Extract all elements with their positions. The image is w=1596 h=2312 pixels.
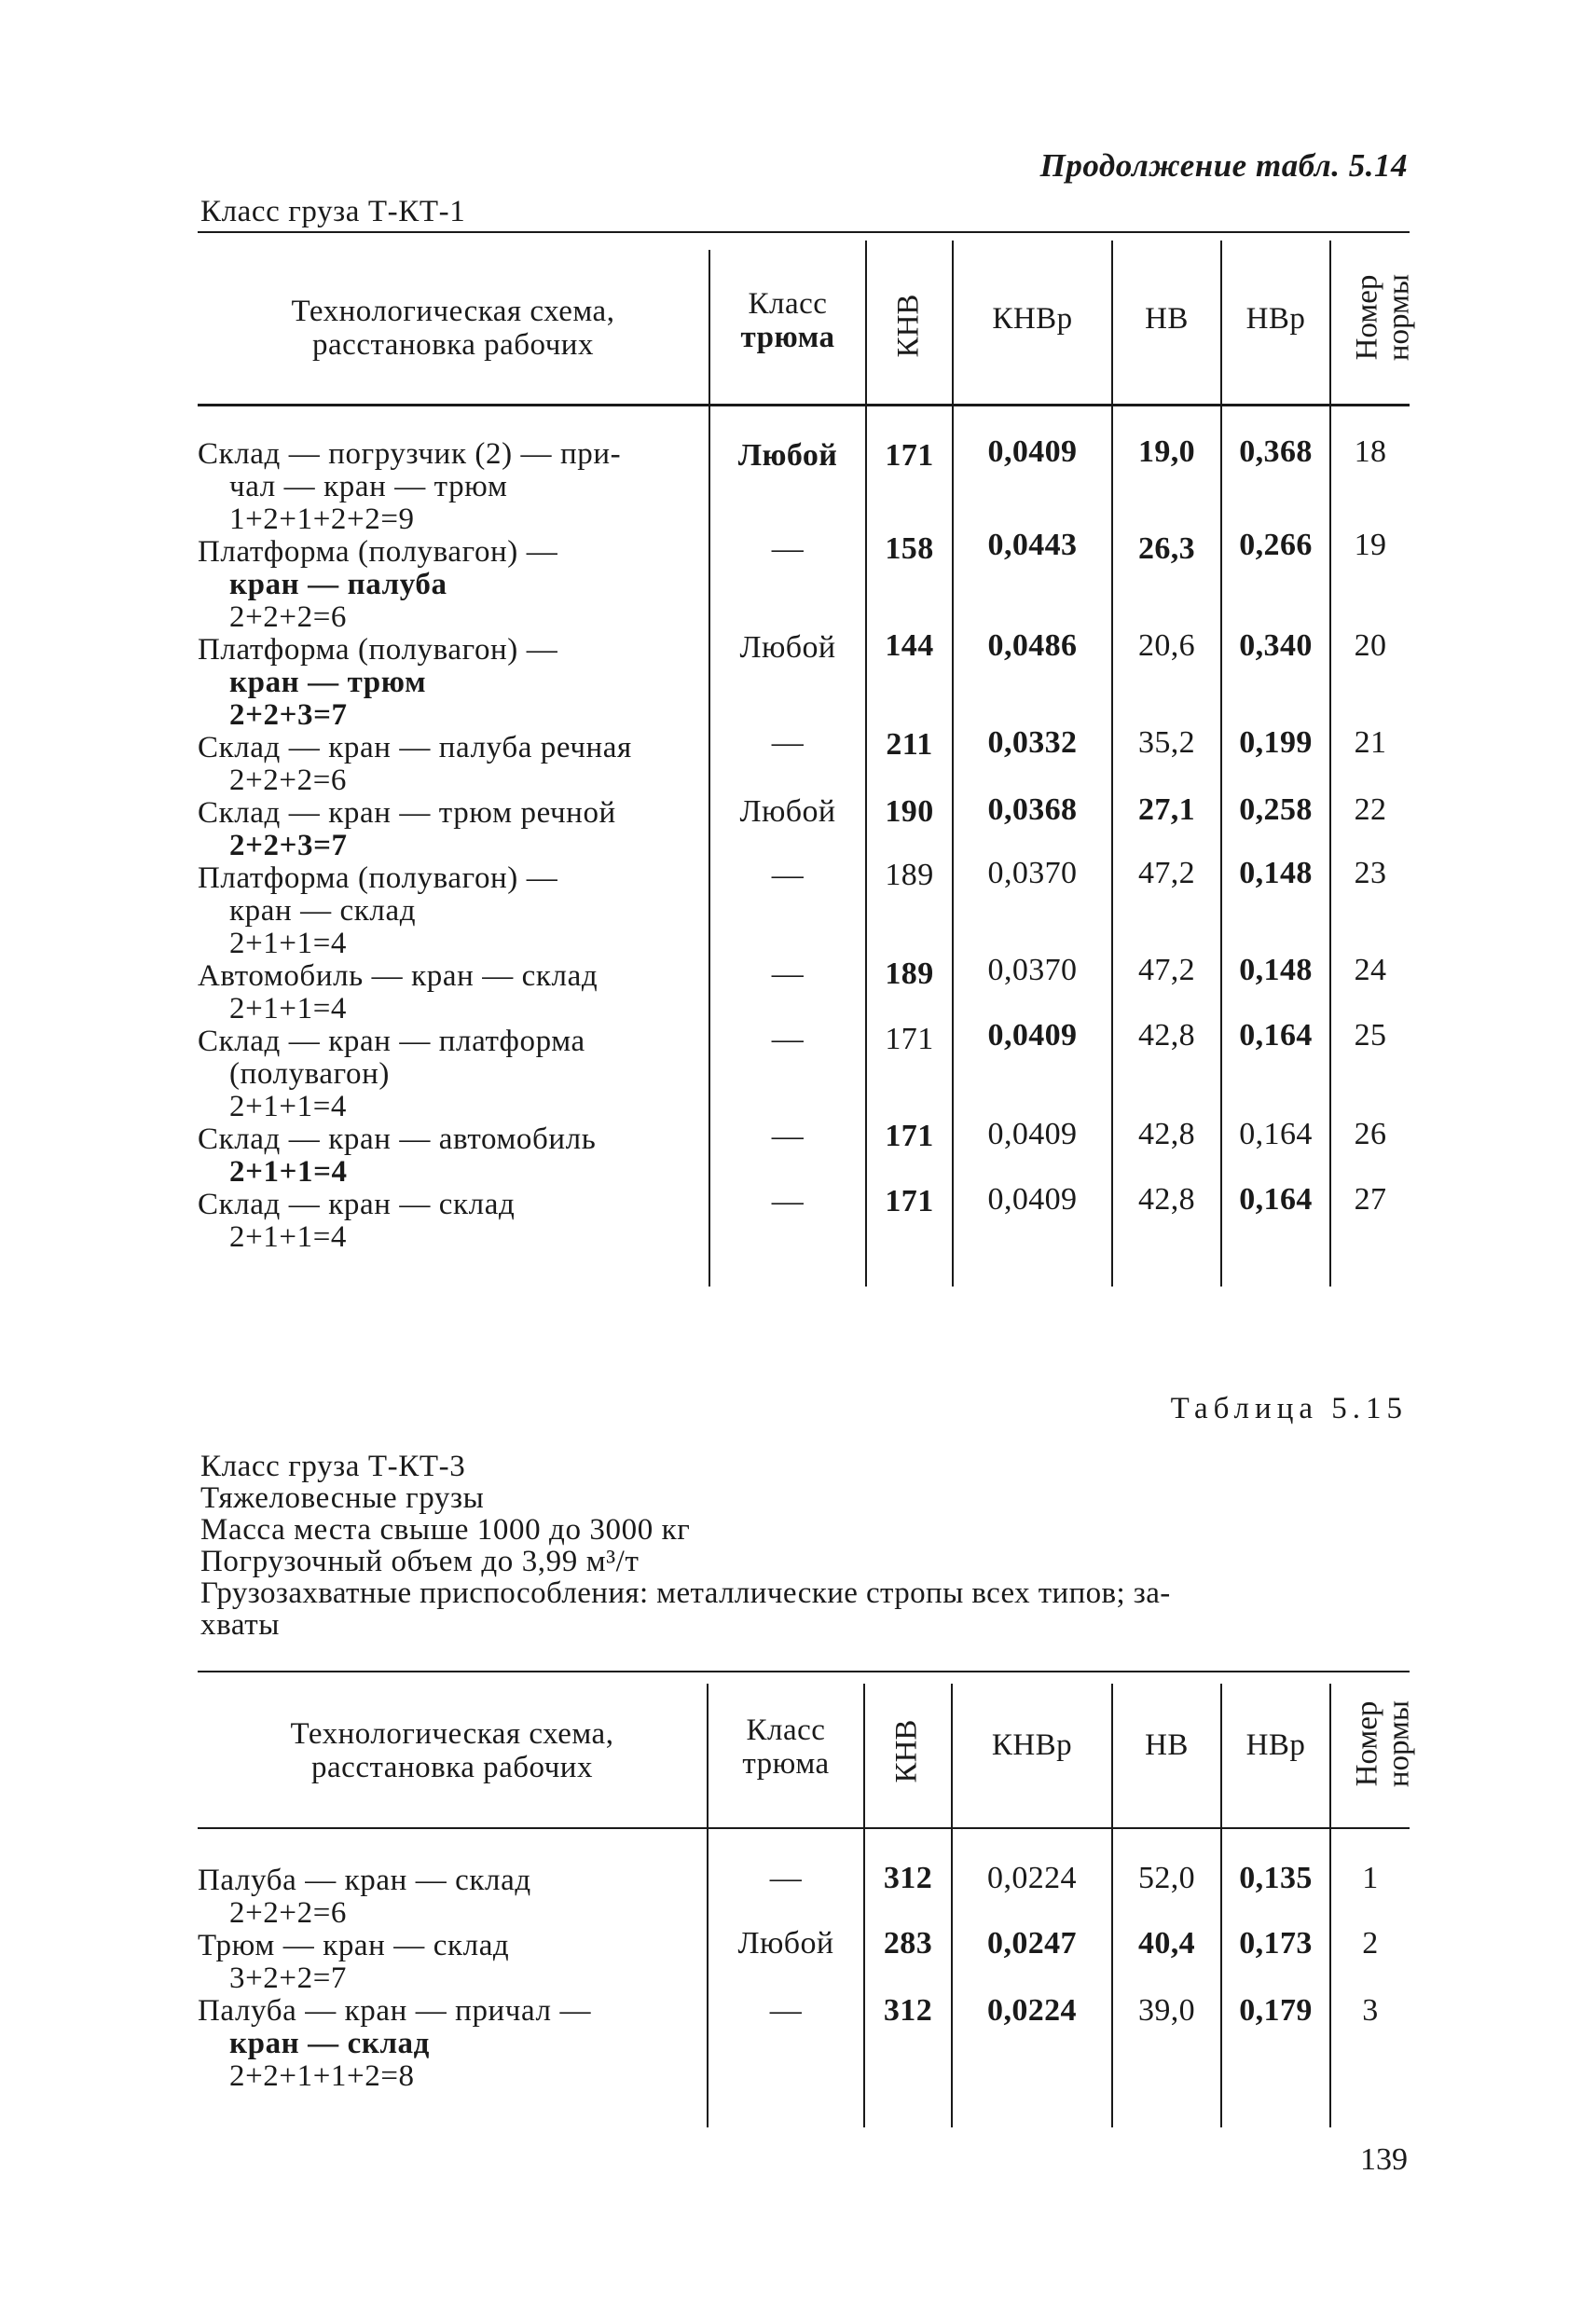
norm-cell: 3 — [1362, 1993, 1379, 2028]
nvp-cell: 0,179 — [1239, 1993, 1313, 2028]
header-line: трюма — [740, 321, 835, 354]
knv-cell: 158 — [885, 531, 934, 566]
header-line: Класс — [746, 1713, 826, 1747]
scheme-line: 2+1+1=4 — [229, 992, 348, 1025]
scheme-line: Автомобиль — кран — склад — [198, 959, 598, 993]
nvp-cell: 0,148 — [1239, 856, 1313, 890]
scheme-line: кран — палуба — [229, 568, 447, 601]
knvp-cell: 0,0224 — [987, 1861, 1077, 1895]
nvp-cell: 0,164 — [1239, 1018, 1313, 1053]
column-header-scheme — [198, 295, 709, 362]
hold-class-cell: — — [771, 725, 805, 760]
hold-class-cell: Любой — [737, 1926, 834, 1961]
header-line: трюма — [742, 1747, 830, 1781]
nvp-cell: 0,164 — [1239, 1182, 1313, 1217]
knv-cell: 312 — [883, 1993, 933, 2028]
scheme-line: Склад — кран — палуба речная — [198, 731, 632, 764]
nv-cell: 19,0 — [1137, 434, 1196, 469]
knvp-cell: 0,0247 — [987, 1926, 1077, 1961]
table-row — [198, 438, 720, 1254]
nv-cell: 27,1 — [1137, 792, 1196, 827]
hold-class-cell: — — [771, 956, 805, 991]
scheme-line: 2+1+1=4 — [229, 927, 348, 960]
hold-class-cell: — — [769, 1993, 803, 2028]
knvp-cell: 0,0370 — [987, 953, 1078, 987]
scheme-line: 2+1+1=4 — [229, 1155, 348, 1189]
header-line: расстановка рабочих — [311, 1751, 593, 1784]
column-header-hold-class — [710, 287, 865, 354]
knv-cell: 211 — [886, 727, 933, 762]
knvp-cell: 0,0224 — [987, 1993, 1077, 2028]
hold-class-cell: Любой — [739, 794, 836, 829]
hold-class-cell: — — [771, 1119, 805, 1153]
nv-cell: 47,2 — [1137, 953, 1196, 987]
header-bottom-rule — [198, 404, 1410, 406]
column-header-nv: НВ — [1145, 1728, 1189, 1762]
hold-class-cell: Любой — [737, 438, 838, 473]
knv-cell: 189 — [885, 956, 934, 991]
scheme-line: Склад — погрузчик (2) — при- — [198, 437, 622, 471]
hold-class-cell: — — [771, 1022, 805, 1056]
knv-cell: 189 — [885, 858, 934, 892]
column-header-nvp: НВр — [1245, 302, 1306, 336]
scheme-line: кран — склад — [229, 894, 417, 928]
nvp-cell: 0,258 — [1239, 792, 1313, 827]
nv-cell: 20,6 — [1137, 628, 1196, 663]
nv-cell: 47,2 — [1137, 856, 1196, 890]
knv-cell: 171 — [885, 1119, 934, 1153]
norm-cell: 2 — [1362, 1926, 1379, 1961]
table-title: Таблица 5.15 — [1170, 1392, 1408, 1425]
table-top-rule — [198, 1671, 1410, 1672]
knv-cell: 144 — [885, 628, 934, 663]
norm-cell: 19 — [1354, 528, 1387, 562]
knv-cell: 312 — [883, 1861, 933, 1895]
scheme-line: 3+2+2=7 — [229, 1961, 348, 1995]
scheme-line: Платформа (полувагон) — — [198, 633, 558, 667]
nvp-cell: 0,173 — [1239, 1926, 1313, 1961]
cargo-mass: Масса места свыше 1000 до 3000 кг — [200, 1513, 691, 1547]
column-header-nv: НВ — [1145, 302, 1189, 336]
column-header-norm-1: Номер — [1350, 1700, 1384, 1787]
norm-cell: 18 — [1354, 434, 1387, 469]
nvp-cell: 0,266 — [1239, 528, 1313, 562]
column-divider — [863, 1684, 865, 2127]
knvp-cell: 0,0409 — [987, 1182, 1078, 1217]
nv-cell: 52,0 — [1137, 1861, 1196, 1895]
table-row — [198, 1865, 720, 2093]
continuation-title: Продолжение табл. 5.14 — [1039, 147, 1408, 184]
nvp-cell: 0,135 — [1239, 1861, 1313, 1895]
scheme-line: Склад — кран — склад — [198, 1188, 516, 1221]
cargo-devices-cont: хваты — [200, 1608, 281, 1642]
norm-cell: 21 — [1354, 725, 1387, 760]
scheme-line: Склад — кран — платформа — [198, 1025, 585, 1058]
column-divider — [1329, 1684, 1331, 2127]
header-line: расстановка рабочих — [312, 328, 594, 362]
nv-cell: 42,8 — [1137, 1182, 1196, 1217]
scheme-line: 1+2+1+2+2=9 — [229, 502, 415, 536]
knvp-cell: 0,0370 — [987, 856, 1078, 890]
knv-cell: 171 — [885, 438, 934, 473]
knvp-cell: 0,0486 — [987, 628, 1078, 663]
scheme-line: чал — кран — трюм — [229, 470, 508, 503]
column-header-knv: КНВ — [891, 294, 926, 358]
cargo-class-t-kt-1: Класс груза Т-КТ-1 — [200, 195, 466, 228]
column-header-knvp: КНВр — [992, 302, 1073, 336]
nv-cell: 26,3 — [1137, 531, 1196, 566]
scheme-line: Склад — кран — трюм речной — [198, 796, 616, 830]
scheme-line: 2+2+1+1+2=8 — [229, 2059, 415, 2093]
nv-cell: 42,8 — [1137, 1018, 1196, 1053]
norm-cell: 27 — [1354, 1182, 1387, 1217]
norm-cell: 20 — [1354, 628, 1387, 663]
cargo-type: Тяжеловесные грузы — [200, 1481, 485, 1515]
header-line: Технологическая схема, — [290, 1717, 614, 1751]
knvp-cell: 0,0409 — [987, 1117, 1078, 1151]
nv-cell: 42,8 — [1137, 1117, 1196, 1151]
hold-class-cell: Любой — [739, 630, 836, 665]
nvp-cell: 0,164 — [1239, 1117, 1313, 1151]
nvp-cell: 0,199 — [1239, 725, 1313, 760]
cargo-volume: Погрузочный объем до 3,99 м³/т — [200, 1545, 640, 1578]
nv-cell: 39,0 — [1137, 1993, 1196, 2028]
scheme-line: Склад — кран — автомобиль — [198, 1122, 597, 1156]
scheme-line: кран — трюм — [229, 666, 427, 699]
hold-class-cell: — — [769, 1861, 803, 1895]
scheme-line: 2+2+2=6 — [229, 764, 348, 797]
norm-cell: 24 — [1354, 953, 1387, 987]
header-line: Технологическая схема, — [291, 295, 615, 328]
scheme-line: Трюм — кран — склад — [198, 1929, 510, 1962]
norm-cell: 23 — [1354, 856, 1387, 890]
column-header-nvp: НВр — [1245, 1728, 1306, 1762]
column-header-hold-class — [709, 1713, 863, 1781]
cargo-class-t-kt-3: Класс груза Т-КТ-3 — [200, 1450, 466, 1483]
nvp-cell: 0,340 — [1239, 628, 1313, 663]
scheme-line: 2+1+1=4 — [229, 1090, 348, 1123]
scheme-line: кран — склад — [229, 2027, 430, 2060]
norm-cell: 25 — [1354, 1018, 1387, 1053]
knv-cell: 190 — [885, 794, 934, 829]
scheme-line: 2+1+1=4 — [229, 1220, 348, 1254]
nv-cell: 40,4 — [1137, 1926, 1196, 1961]
scheme-line: Палуба — кран — причал — — [198, 1994, 592, 2028]
scheme-line: Палуба — кран — склад — [198, 1864, 531, 1897]
knv-cell: 171 — [885, 1184, 934, 1218]
scheme-line: 2+2+2=6 — [229, 600, 348, 634]
nv-cell: 35,2 — [1137, 725, 1196, 760]
scheme-line: (полувагон) — [229, 1057, 390, 1091]
column-header-norm-2: нормы — [1382, 1700, 1416, 1788]
scheme-line: 2+2+2=6 — [229, 1896, 348, 1930]
column-header-knv: КНВ — [889, 1719, 924, 1783]
norm-cell: 26 — [1354, 1117, 1387, 1151]
table-top-rule — [198, 231, 1410, 233]
header-line: Класс — [748, 287, 828, 321]
knvp-cell: 0,0443 — [987, 528, 1078, 562]
scheme-line: Платформа (полувагон) — — [198, 861, 558, 895]
scheme-line: 2+2+3=7 — [229, 829, 348, 862]
knvp-cell: 0,0409 — [987, 434, 1078, 469]
hold-class-cell: — — [771, 531, 805, 566]
hold-class-cell: — — [771, 1184, 805, 1218]
hold-class-cell: — — [771, 858, 805, 892]
nvp-cell: 0,368 — [1239, 434, 1313, 469]
norm-cell: 22 — [1354, 792, 1387, 827]
table-5-15 — [198, 1671, 1416, 2137]
knv-cell: 283 — [883, 1926, 933, 1961]
scheme-line: 2+2+3=7 — [229, 698, 348, 732]
header-bottom-rule — [198, 1827, 1410, 1829]
page-number: 139 — [1360, 2142, 1408, 2177]
knv-cell: 171 — [885, 1022, 934, 1056]
scheme-line: Платформа (полувагон) — — [198, 535, 558, 569]
nvp-cell: 0,148 — [1239, 953, 1313, 987]
knvp-cell: 0,0409 — [987, 1018, 1078, 1053]
norm-cell: 1 — [1362, 1861, 1379, 1895]
cargo-devices: Грузозахватные приспособления: металлические стропы всех типов; за- — [200, 1576, 1171, 1610]
table-5-14-continued — [198, 231, 1416, 1285]
column-header-knvp: КНВр — [991, 1728, 1073, 1762]
knvp-cell: 0,0368 — [987, 792, 1078, 827]
column-header-scheme — [198, 1717, 707, 1784]
knvp-cell: 0,0332 — [987, 725, 1078, 760]
column-header-norm-1: Номер — [1350, 274, 1384, 361]
column-header-norm-2: нормы — [1382, 273, 1416, 362]
